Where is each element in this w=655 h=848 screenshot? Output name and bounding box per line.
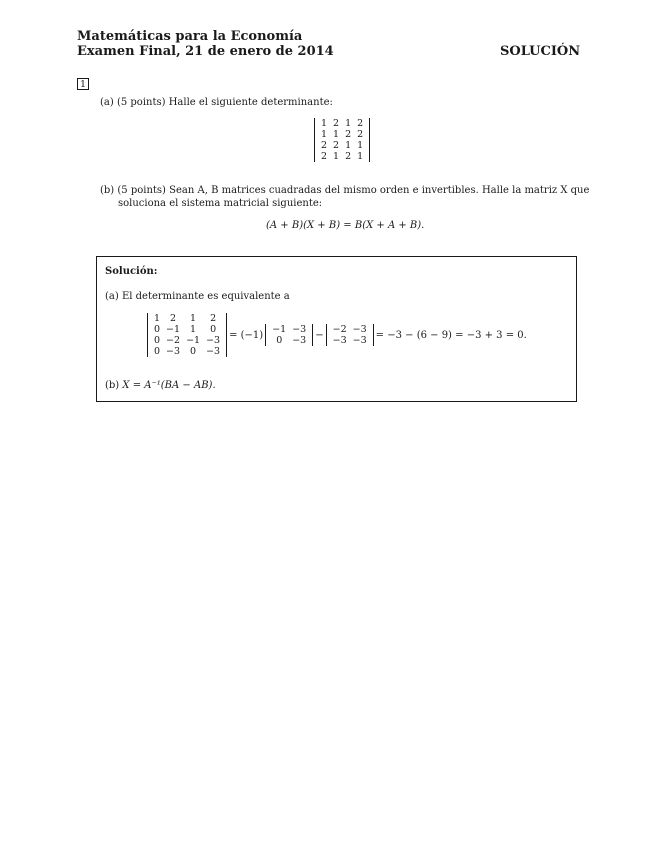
solution-b-label: (b) — [105, 380, 120, 391]
matrix-entry: 0 — [276, 335, 283, 346]
part-a-text: Halle el siguiente determinante: — [168, 97, 333, 108]
minor-matrix-2x2-b — [326, 324, 374, 346]
matrix-entry: 2 — [345, 129, 352, 140]
matrix-entry: −3 — [206, 346, 221, 357]
matrix-entry: 1 — [154, 313, 161, 324]
exam-date-line: Examen Final, 21 de enero de 2014 — [77, 44, 334, 59]
part-b-label: (b) — [100, 185, 115, 196]
determinant-result: = −3 − (6 − 9) = −3 + 3 = 0. — [375, 329, 527, 341]
solution-a-computation — [147, 313, 529, 357]
matrix-entry: 1 — [190, 324, 197, 335]
matrix-entry: 0 — [210, 324, 217, 335]
matrix-entry: 2 — [357, 129, 364, 140]
solution-title: Solución: — [105, 266, 158, 277]
solution-b-answer: X = A⁻¹(BA − AB). — [122, 380, 216, 391]
matrix-entry: 2 — [321, 140, 328, 151]
minor-matrix-2x2-a — [265, 324, 313, 346]
solution-a-label: (a) — [105, 291, 119, 302]
solution-a-intro — [105, 290, 290, 303]
matrix-entry: 2 — [210, 313, 217, 324]
course-title: Matemáticas para la Economía — [77, 29, 303, 44]
matrix-entry: 2 — [357, 118, 364, 129]
matrix-row — [269, 324, 309, 335]
matrix-entry: −3 — [166, 346, 181, 357]
matrix-row — [318, 129, 366, 140]
matrix-row — [151, 324, 223, 335]
matrix-entry: 1 — [190, 313, 197, 324]
part-a-statement — [100, 96, 333, 109]
matrix-row — [330, 324, 370, 335]
matrix-entry: −3 — [292, 335, 307, 346]
solution-b — [105, 379, 216, 392]
matrix-row — [318, 151, 366, 162]
matrix-row — [318, 118, 366, 129]
matrix-entry: −3 — [352, 335, 367, 346]
matrix-entry: 2 — [333, 140, 340, 151]
matrix-row — [151, 335, 223, 346]
matrix-entry: 1 — [321, 129, 328, 140]
matrix-entry: 2 — [321, 151, 328, 162]
minus-sign: − — [315, 329, 324, 341]
matrix-entry: −3 — [206, 335, 221, 346]
matrix-entry: 1 — [345, 140, 352, 151]
matrix-entry: 1 — [321, 118, 328, 129]
solution-tag: SOLUCIÓN — [500, 44, 581, 59]
matrix-entry: 0 — [154, 335, 161, 346]
matrix-entry: −3 — [292, 324, 307, 335]
part-b-text-line1: Sean A, B matrices cuadradas del mismo orden e invertibles. Halle la matriz X que — [169, 185, 590, 196]
cofactor-factor: = (−1) — [229, 329, 264, 341]
part-a-label: (a) — [100, 97, 114, 108]
matrix-entry: 2 — [333, 118, 340, 129]
matrix-entry: 0 — [154, 346, 161, 357]
part-a-points: (5 points) — [116, 97, 166, 108]
matrix-equation: (A + B)(X + B) = B(X + A + B). — [266, 220, 425, 231]
part-b-statement — [100, 184, 589, 197]
matrix-entry: 1 — [333, 129, 340, 140]
matrix-entry: 0 — [190, 346, 197, 357]
determinant-matrix — [314, 118, 370, 162]
matrix-row — [330, 335, 370, 346]
matrix-entry: 2 — [345, 151, 352, 162]
matrix-entry: 1 — [345, 118, 352, 129]
matrix-entry: 0 — [154, 324, 161, 335]
matrix-entry: −1 — [166, 324, 181, 335]
part-b-text-line2: soluciona el sistema matricial siguiente: — [118, 198, 323, 209]
matrix-entry: −2 — [332, 324, 347, 335]
reduced-matrix-4x4 — [147, 313, 227, 357]
matrix-entry: 1 — [357, 151, 364, 162]
matrix-row — [269, 335, 309, 346]
matrix-entry: 1 — [357, 140, 364, 151]
matrix-entry: −1 — [272, 324, 287, 335]
matrix-row — [151, 313, 223, 324]
matrix-row — [151, 346, 223, 357]
matrix-entry: −3 — [352, 324, 367, 335]
matrix-entry: 1 — [333, 151, 340, 162]
matrix-entry: 2 — [170, 313, 177, 324]
matrix-row — [318, 140, 366, 151]
part-b-points: (5 points) — [117, 185, 166, 196]
matrix-entry: −1 — [186, 335, 201, 346]
matrix-4x4 — [314, 118, 370, 162]
matrix-entry: −3 — [332, 335, 347, 346]
matrix-entry: −2 — [166, 335, 181, 346]
problem-number: 1 — [77, 78, 89, 90]
solution-a-text: El determinante es equivalente a — [121, 291, 290, 302]
